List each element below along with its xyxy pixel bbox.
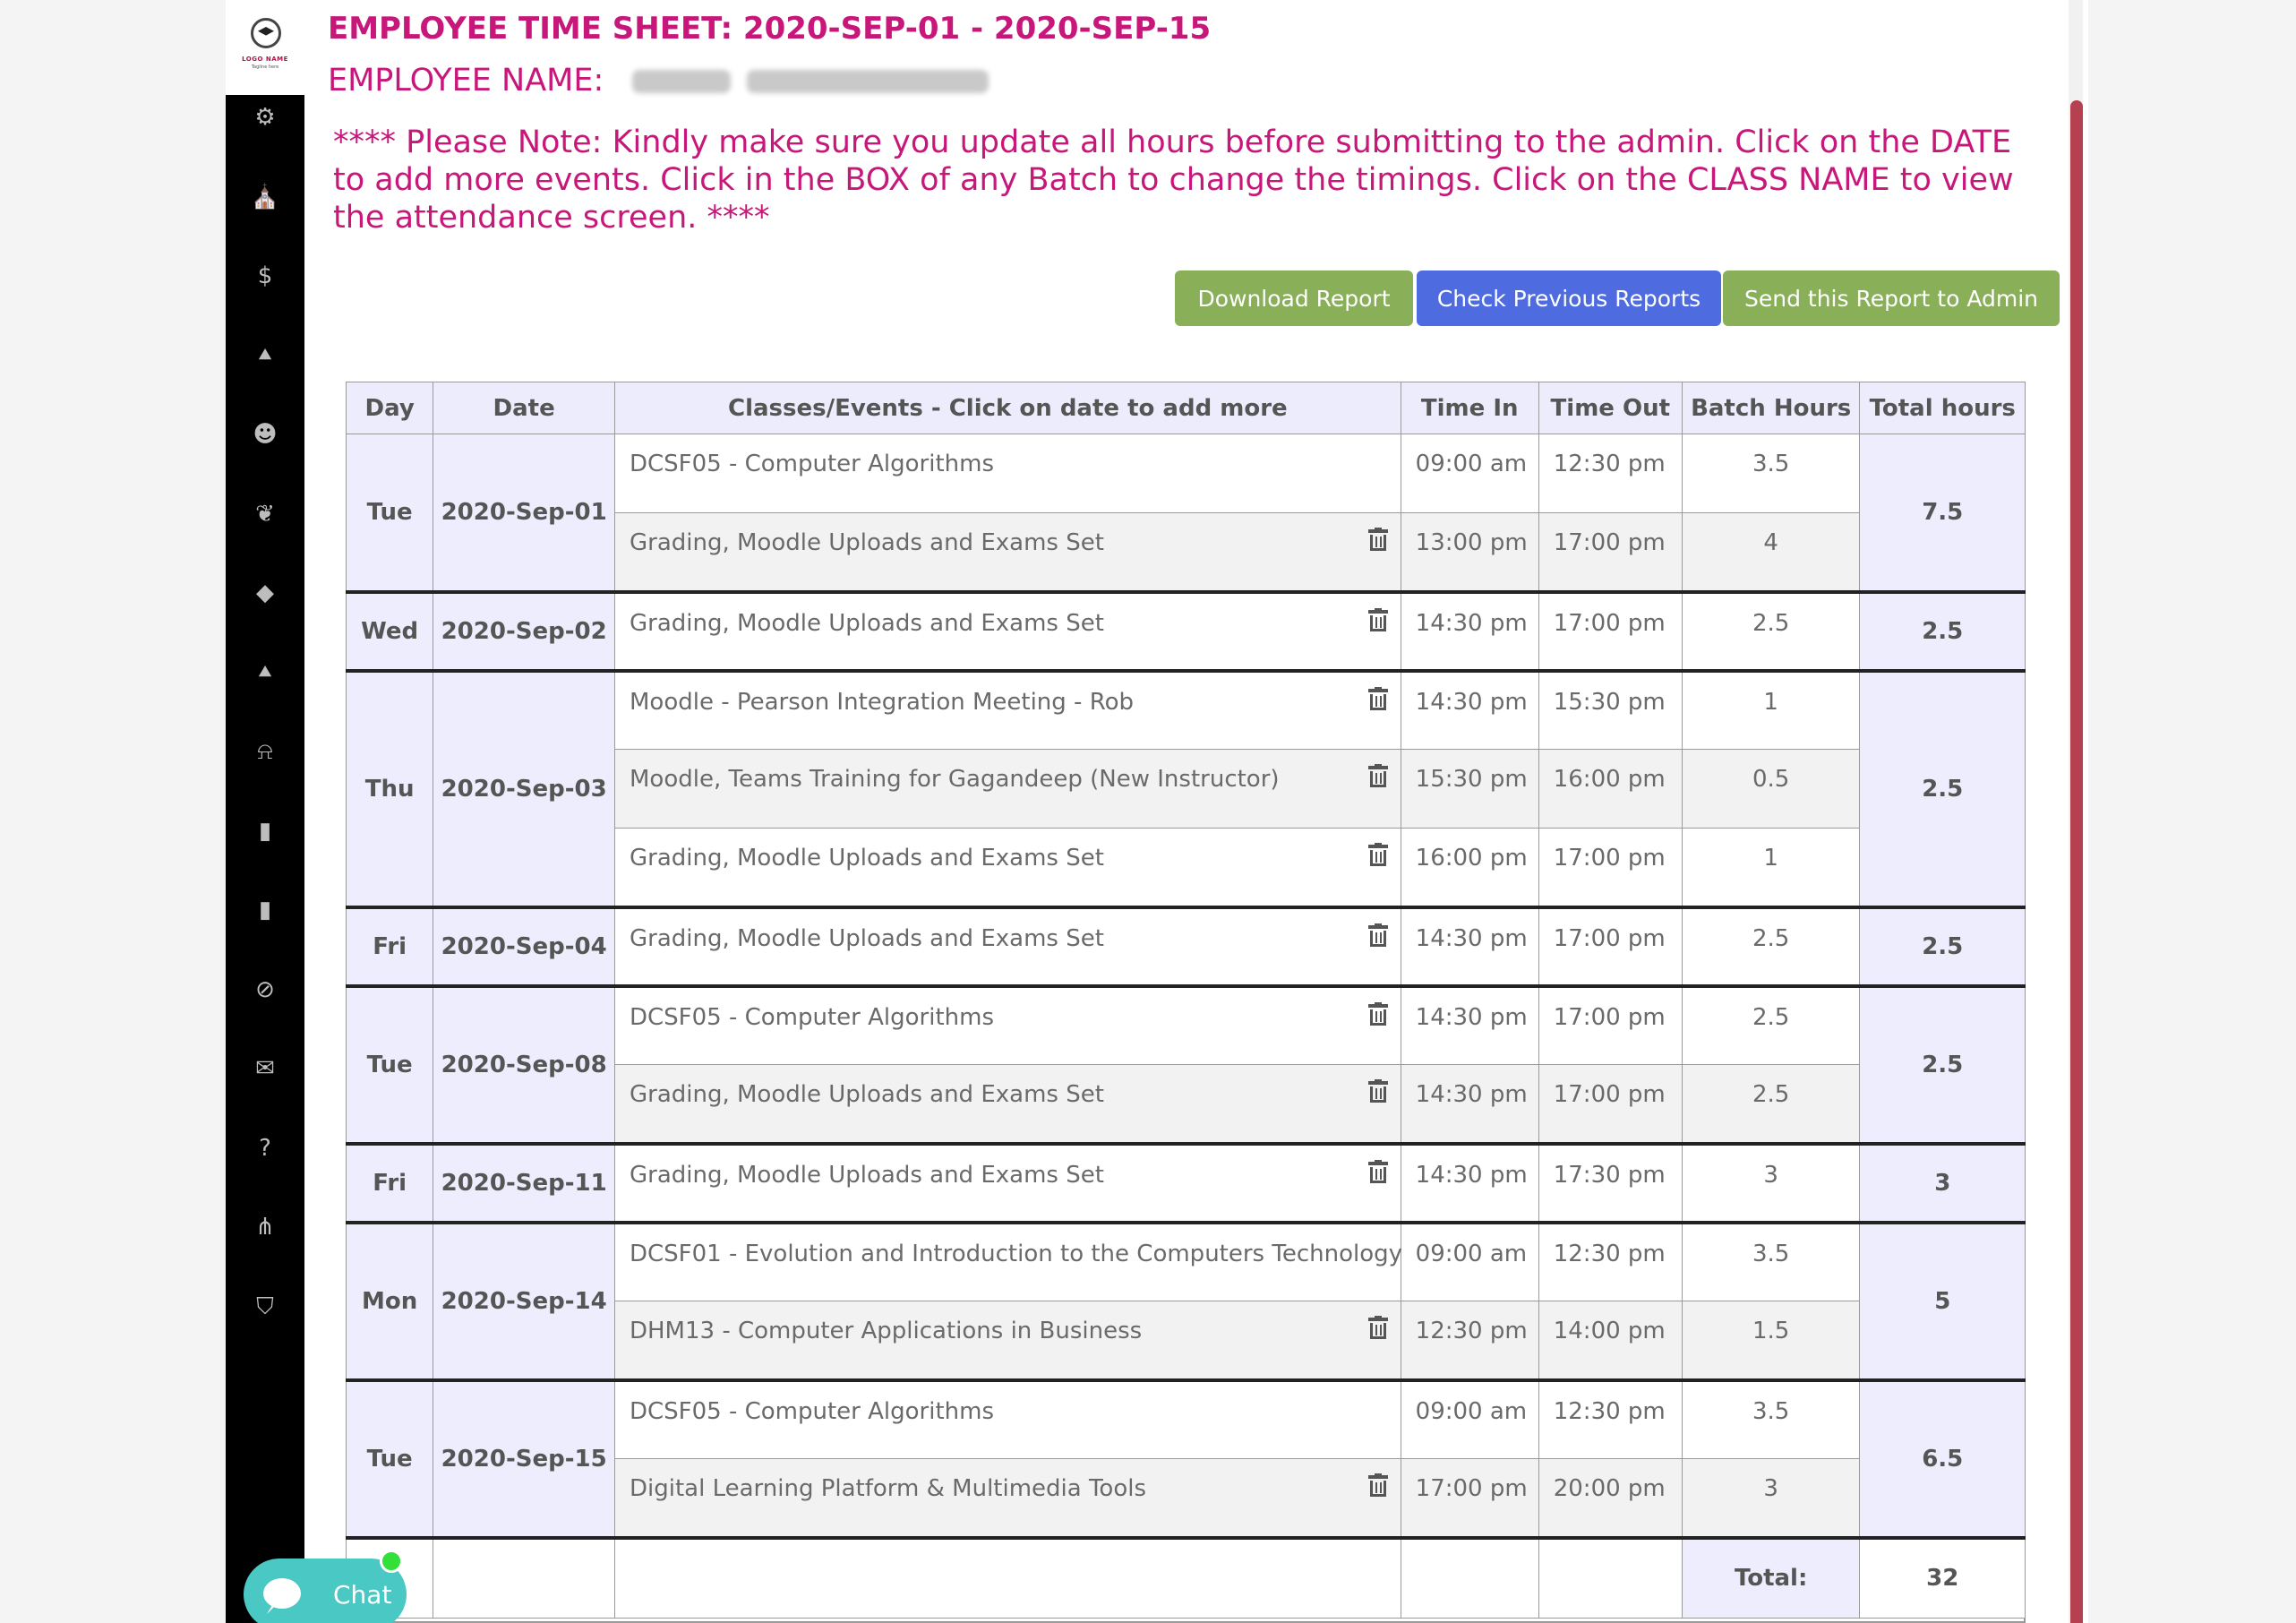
event-name[interactable]: Grading, Moodle Uploads and Exams Set: [629, 1161, 1104, 1189]
time-in-cell[interactable]: 17:00 pm: [1401, 1459, 1538, 1538]
chat-bubble-icon: [263, 1578, 301, 1609]
file-icon[interactable]: [226, 892, 304, 928]
trash-icon[interactable]: [1368, 1079, 1388, 1103]
column-header: Date: [433, 382, 615, 434]
batch-hours-cell: 3.5: [1682, 1223, 1860, 1301]
event-name[interactable]: Moodle - Pearson Integration Meeting - Rob: [629, 688, 1135, 716]
time-out-cell[interactable]: 14:00 pm: [1538, 1301, 1682, 1380]
trash-icon[interactable]: [1368, 1160, 1388, 1183]
batch-hours-cell: 0.5: [1682, 750, 1860, 829]
time-in-cell[interactable]: 14:30 pm: [1401, 1144, 1538, 1223]
table-row: [347, 1144, 2026, 1223]
event-name[interactable]: Grading, Moodle Uploads and Exams Set: [629, 924, 1104, 952]
trash-icon[interactable]: [1368, 1002, 1388, 1026]
dollar-icon-glyph: $: [257, 262, 273, 289]
date-cell[interactable]: 2020-Sep-04: [433, 907, 615, 986]
empty-cell: [433, 1538, 615, 1619]
batch-hours-cell: 1.5: [1682, 1301, 1860, 1380]
column-header: Batch Hours: [1682, 382, 1860, 434]
file-icon-glyph: ▮: [258, 817, 272, 845]
question-icon[interactable]: [226, 1130, 304, 1166]
event-name[interactable]: DCSF01 - Evolution and Introduction to the Computers Technology: [629, 1240, 1402, 1267]
envelope-icon-glyph: ✉: [255, 1055, 275, 1082]
sitemap-icon[interactable]: [226, 1209, 304, 1245]
event-cell[interactable]: [614, 513, 1401, 592]
column-header: Classes/Events - Click on date to add more: [614, 382, 1401, 434]
gear-icon-glyph: ⚙: [254, 104, 276, 131]
total-hours-cell: 6.5: [1860, 1380, 2026, 1538]
batch-hours-cell: 4: [1682, 513, 1860, 592]
bell-icon[interactable]: [226, 734, 304, 769]
chat-online-indicator: [380, 1550, 403, 1573]
scrollbar-thumb[interactable]: [2070, 100, 2083, 1623]
total-hours-cell: 5: [1860, 1223, 2026, 1380]
file-icon[interactable]: [226, 813, 304, 849]
event-name[interactable]: Grading, Moodle Uploads and Exams Set: [629, 529, 1104, 556]
tree-icon[interactable]: [226, 655, 304, 691]
event-cell[interactable]: [614, 434, 1401, 513]
page-title: EMPLOYEE TIME SHEET: 2020-SEP-01 - 2020-SEP-15: [328, 11, 1212, 47]
batch-hours-cell: 2.5: [1682, 986, 1860, 1065]
dollar-icon[interactable]: [226, 258, 304, 294]
time-out-cell[interactable]: 12:30 pm: [1538, 1380, 1682, 1459]
event-cell[interactable]: [614, 1459, 1401, 1538]
table-row: [347, 1223, 2026, 1301]
total-hours-cell: 3: [1860, 1144, 2026, 1223]
time-out-cell[interactable]: 20:00 pm: [1538, 1459, 1682, 1538]
leaf-icon[interactable]: [226, 496, 304, 532]
time-in-cell[interactable]: 12:30 pm: [1401, 1301, 1538, 1380]
date-cell[interactable]: 2020-Sep-01: [433, 434, 615, 592]
event-name[interactable]: DCSF05 - Computer Algorithms: [629, 1397, 995, 1425]
grand-total: 32: [1860, 1538, 2026, 1619]
send-report-to-admin-button[interactable]: Send this Report to Admin: [1723, 270, 2060, 326]
bell-icon-glyph: ⍾: [257, 738, 273, 765]
event-cell[interactable]: [614, 907, 1401, 986]
time-in-cell[interactable]: 14:30 pm: [1401, 986, 1538, 1065]
trash-icon[interactable]: [1368, 608, 1388, 631]
batch-hours-cell: 3: [1682, 1144, 1860, 1223]
event-cell[interactable]: [614, 1223, 1401, 1301]
total-hours-cell: 2.5: [1860, 986, 2026, 1144]
column-header: Day: [347, 382, 433, 434]
batch-hours-cell: 3.5: [1682, 1380, 1860, 1459]
date-cell[interactable]: 2020-Sep-15: [433, 1380, 615, 1538]
column-header: Time In: [1401, 382, 1538, 434]
event-cell[interactable]: [614, 750, 1401, 829]
trash-icon[interactable]: [1368, 764, 1388, 787]
tree-icon-glyph: ⯅: [255, 658, 275, 686]
day-cell: Fri: [347, 1144, 433, 1223]
users-icon[interactable]: [226, 416, 304, 452]
table-row: [347, 986, 2026, 1065]
event-name[interactable]: Grading, Moodle Uploads and Exams Set: [629, 609, 1104, 637]
users-icon-glyph: ☻: [253, 421, 278, 448]
time-in-cell[interactable]: 09:00 am: [1401, 434, 1538, 513]
time-out-cell[interactable]: 17:30 pm: [1538, 1144, 1682, 1223]
day-cell: Mon: [347, 1223, 433, 1380]
event-cell[interactable]: [614, 829, 1401, 907]
event-cell[interactable]: [614, 1065, 1401, 1144]
date-cell[interactable]: 2020-Sep-03: [433, 671, 615, 907]
event-cell[interactable]: [614, 592, 1401, 671]
day-cell: Tue: [347, 434, 433, 592]
download-report-button[interactable]: Download Report: [1175, 270, 1413, 326]
batch-hours-cell: 3: [1682, 1459, 1860, 1538]
time-out-cell[interactable]: 17:00 pm: [1538, 907, 1682, 986]
table-row: [347, 671, 2026, 750]
total-label: Total:: [1682, 1538, 1860, 1619]
logo-tagline: Tagline here: [251, 64, 279, 70]
event-cell[interactable]: [614, 671, 1401, 750]
batch-hours-cell: 2.5: [1682, 907, 1860, 986]
trash-icon[interactable]: [1368, 843, 1388, 866]
time-in-cell[interactable]: 15:30 pm: [1401, 750, 1538, 829]
day-cell: Fri: [347, 907, 433, 986]
day-cell: Tue: [347, 986, 433, 1144]
empty-cell: [1538, 1538, 1682, 1619]
trash-icon[interactable]: [1368, 528, 1388, 551]
trash-icon[interactable]: [1368, 687, 1388, 710]
time-in-cell[interactable]: 14:30 pm: [1401, 671, 1538, 750]
time-out-cell[interactable]: 16:00 pm: [1538, 750, 1682, 829]
employee-name-label: EMPLOYEE NAME:: [328, 63, 604, 99]
date-cell[interactable]: 2020-Sep-14: [433, 1223, 615, 1380]
table-footer-row: [347, 1538, 2026, 1619]
paperclip-icon-glyph: ⊘: [255, 975, 275, 1003]
event-name[interactable]: DCSF05 - Computer Algorithms: [629, 451, 995, 477]
table-row: [347, 434, 2026, 513]
column-header: Time Out: [1538, 382, 1682, 434]
question-icon-glyph: ?: [259, 1134, 271, 1162]
day-cell: Tue: [347, 1380, 433, 1538]
file-icon-glyph: ▮: [258, 897, 272, 923]
time-out-cell[interactable]: 17:00 pm: [1538, 829, 1682, 907]
logo[interactable]: [226, 0, 304, 95]
logo-name: LOGO NAME: [242, 56, 288, 63]
sidebar: [226, 0, 304, 1623]
time-in-cell[interactable]: 14:30 pm: [1401, 592, 1538, 671]
time-out-cell[interactable]: 17:00 pm: [1538, 986, 1682, 1065]
event-cell[interactable]: [614, 1144, 1401, 1223]
column-header: Total hours: [1860, 382, 2026, 434]
event-name[interactable]: Grading, Moodle Uploads and Exams Set: [629, 845, 1104, 872]
check-previous-reports-button[interactable]: Check Previous Reports: [1417, 270, 1721, 326]
day-cell: Wed: [347, 592, 433, 671]
bank-icon[interactable]: [226, 179, 304, 215]
table-row: [347, 592, 2026, 671]
timesheet-table: [346, 382, 2026, 1619]
graduation-cap-icon[interactable]: [226, 575, 304, 611]
table-row: [347, 907, 2026, 986]
chat-label: Chat: [333, 1580, 392, 1610]
time-in-cell[interactable]: 16:00 pm: [1401, 829, 1538, 907]
time-out-cell[interactable]: 12:30 pm: [1538, 434, 1682, 513]
total-hours-cell: 2.5: [1860, 592, 2026, 671]
event-name[interactable]: Grading, Moodle Uploads and Exams Set: [629, 1081, 1104, 1108]
trash-icon[interactable]: [1368, 1473, 1388, 1497]
event-name[interactable]: DCSF05 - Computer Algorithms: [629, 1003, 995, 1031]
envelope-icon[interactable]: [226, 1051, 304, 1086]
time-out-cell[interactable]: 17:00 pm: [1538, 513, 1682, 592]
batch-hours-cell: 2.5: [1682, 1065, 1860, 1144]
time-out-cell[interactable]: 17:00 pm: [1538, 592, 1682, 671]
gear-icon[interactable]: [226, 99, 304, 135]
date-cell[interactable]: 2020-Sep-08: [433, 986, 615, 1144]
total-hours-cell: 2.5: [1860, 907, 2026, 986]
time-in-cell[interactable]: 13:00 pm: [1401, 513, 1538, 592]
batch-hours-cell: 3.5: [1682, 434, 1860, 513]
total-hours-cell: 7.5: [1860, 434, 2026, 592]
time-in-cell[interactable]: 14:30 pm: [1401, 1065, 1538, 1144]
instructions-notice: **** Please Note: Kindly make sure you update all hours before submitting to the admin. Click on the DATE to add more events. Click in the BOX of any Batch to change the timings. Click on the CLASS NAME to view the attendance screen. ****: [333, 125, 2014, 236]
event-cell[interactable]: [614, 986, 1401, 1065]
tree-icon[interactable]: [226, 338, 304, 374]
paperclip-icon[interactable]: [226, 972, 304, 1008]
time-out-cell[interactable]: 12:30 pm: [1538, 1223, 1682, 1301]
day-cell: Thu: [347, 671, 433, 907]
time-in-cell[interactable]: 09:00 am: [1401, 1223, 1538, 1301]
leaf-icon-glyph: ❦: [255, 500, 275, 528]
sitemap-icon-glyph: ⋔: [255, 1214, 275, 1241]
date-cell[interactable]: 2020-Sep-11: [433, 1144, 615, 1223]
employee-name-redacted: [632, 66, 1003, 97]
batch-hours-cell: 1: [1682, 671, 1860, 750]
tree-icon-glyph: ⯅: [255, 341, 275, 369]
trash-icon[interactable]: [1368, 923, 1388, 947]
bank-icon-glyph: ⛪: [250, 183, 280, 210]
table-header-row: [347, 382, 2026, 434]
time-in-cell[interactable]: 14:30 pm: [1401, 907, 1538, 986]
event-name[interactable]: DHM13 - Computer Applications in Business: [629, 1318, 1143, 1344]
total-hours-cell: 2.5: [1860, 671, 2026, 907]
event-cell[interactable]: [614, 1380, 1401, 1459]
event-cell[interactable]: [614, 1301, 1401, 1380]
batch-hours-cell: 2.5: [1682, 592, 1860, 671]
time-in-cell[interactable]: 09:00 am: [1401, 1380, 1538, 1459]
table-row: [347, 1380, 2026, 1459]
event-name[interactable]: Digital Learning Platform & Multimedia Tools: [629, 1475, 1147, 1502]
empty-cell: [1401, 1538, 1538, 1619]
batch-hours-cell: 1: [1682, 829, 1860, 907]
graduation-cap-icon-glyph: ◆: [256, 580, 274, 606]
shield-icon-glyph: ⛉: [256, 1292, 274, 1320]
empty-cell: [614, 1538, 1401, 1619]
shield-icon[interactable]: [226, 1289, 304, 1325]
date-cell[interactable]: 2020-Sep-02: [433, 592, 615, 671]
event-name[interactable]: Moodle, Teams Training for Gagandeep (New Instructor): [629, 766, 1280, 793]
trash-icon[interactable]: [1368, 1316, 1388, 1339]
time-out-cell[interactable]: 15:30 pm: [1538, 671, 1682, 750]
time-out-cell[interactable]: 17:00 pm: [1538, 1065, 1682, 1144]
